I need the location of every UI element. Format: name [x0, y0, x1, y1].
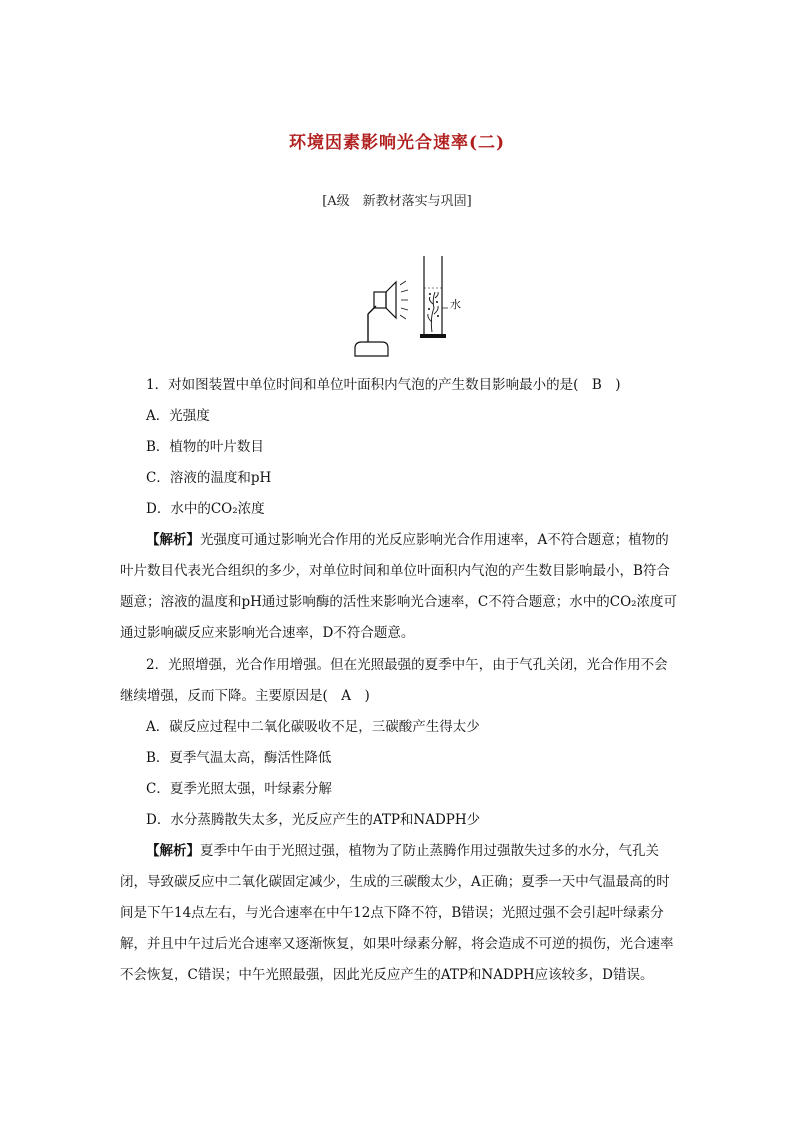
- question-1-stem: 1．对如图装置中单位时间和单位叶面积内气泡的产生数目影响最小的是( B ): [146, 377, 621, 393]
- option-2c: C．夏季光照太强，叶绿素分解: [146, 781, 332, 797]
- question-2: [120, 650, 680, 991]
- option-2b: B．夏季气温太高，酶活性降低: [146, 750, 332, 766]
- option-1b: B．植物的叶片数目: [146, 439, 264, 455]
- analysis-2-tag: 【解析】: [146, 843, 200, 859]
- option-1d: D．水中的CO₂浓度: [146, 501, 265, 517]
- option-1a: A．光强度: [146, 408, 210, 424]
- analysis-2-text: 夏季中午由于光照过强，植物为了防止蒸腾作用过强散失过多的水分，气孔关闭，导致碳反应中二氧化碳固定减少，生成的三碳酸太少，A正确；夏季一天中气温最高的时间是下午14点左右，与光合速率在中午12点下降不符，B错误；光照过强不会引起叶绿素分解，并且中午过后光合速率又逐渐恢复，如果叶绿素分解，将会造成不可逆的损伤，光合速率不会恢复，C错误；中午光照最强，因此光反应产生的ATP和NADPH应该较多，D错误。: [120, 843, 674, 983]
- page-title: 环境因素影响光合速率(二): [288, 133, 506, 153]
- experiment-figure: [350, 252, 460, 360]
- analysis-1-text: 光强度可通过影响光合作用的光反应影响光合作用速率，A不符合题意；植物的叶片数目代表光合组织的多少，对单位时间和单位叶面积内气泡的产生数目影响最小，B符合题意；溶液的温度和pH通过影响酶的活性来影响光合速率，C不符合题意；水中的CO₂浓度可通过影响碳反应来影响光合速率，D不符合题意。: [120, 532, 678, 641]
- option-2d: D．水分蒸腾散失太多，光反应产生的ATP和NADPH少: [146, 812, 481, 828]
- option-2a: A．碳反应过程中二氧化碳吸收不足，三碳酸产生得太少: [146, 719, 480, 735]
- question-1: [120, 370, 680, 649]
- analysis-1: [120, 525, 680, 649]
- analysis-2: [120, 836, 680, 991]
- water-label: 水: [450, 298, 461, 311]
- option-1c: C．溶液的温度和pH: [146, 470, 272, 486]
- analysis-1-tag: 【解析】: [146, 532, 200, 548]
- lamp-and-cylinder-diagram: [350, 252, 460, 360]
- level-heading: [A级 新教材落实与巩固]: [322, 194, 472, 209]
- question-2-stem: 2．光照增强，光合作用增强。但在光照最强的夏季中午，由于气孔关闭，光合作用不会继续增强，反而下降。主要原因是( A ): [120, 657, 668, 704]
